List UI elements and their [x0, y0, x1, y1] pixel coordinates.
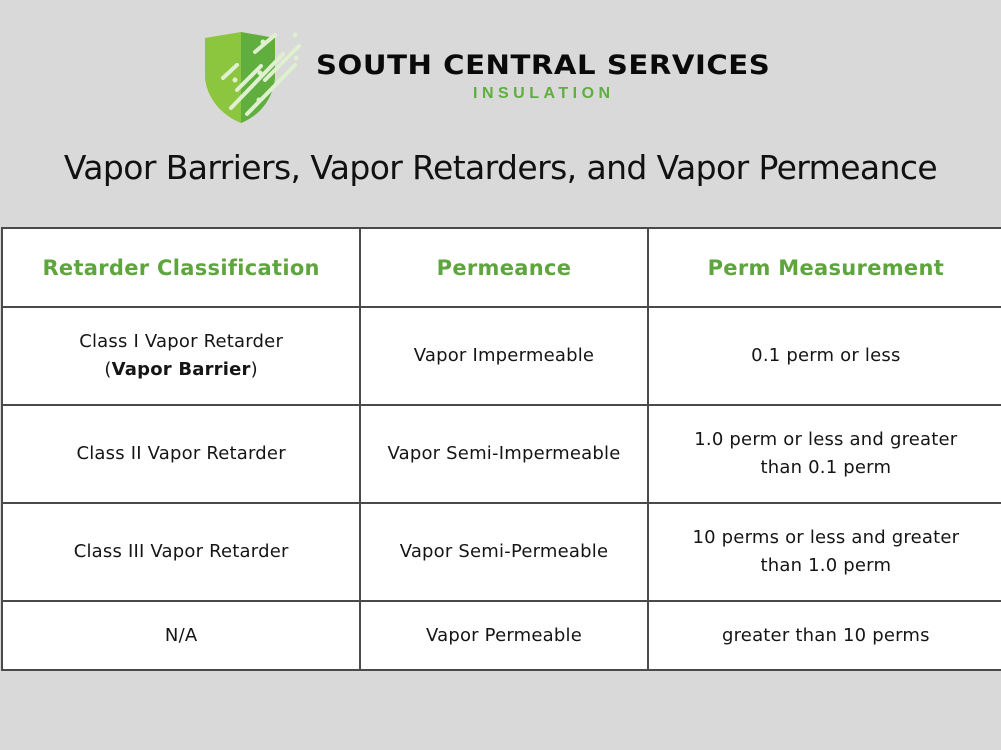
cell-measurement: 0.1 perm or less	[648, 307, 1001, 405]
header-classification: Retarder Classification	[2, 228, 360, 307]
vapor-retarder-table	[1, 227, 1001, 671]
table-row	[2, 601, 1001, 670]
cell-permeance: Vapor Permeable	[360, 601, 647, 670]
cell-permeance: Vapor Impermeable	[360, 307, 647, 405]
cell-classification: Class II Vapor Retarder	[2, 405, 360, 503]
page-title: Vapor Barriers, Vapor Retarders, and Vapor Permeance	[63, 148, 938, 187]
cell-measurement: 10 perms or less and greater than 1.0 perm	[648, 503, 1001, 601]
cell-measurement: greater than 10 perms	[648, 601, 1001, 670]
table-row	[2, 405, 1001, 503]
cell-permeance: Vapor Semi-Permeable	[360, 503, 647, 601]
table-header-row	[2, 228, 1001, 307]
shield-icon	[203, 30, 303, 125]
cell-classification: N/A	[2, 601, 360, 670]
header-perm-measurement: Perm Measurement	[648, 228, 1001, 307]
company-name: SOUTH CENTRAL SERVICES	[316, 50, 771, 81]
company-logo	[203, 30, 803, 125]
table-row	[2, 307, 1001, 405]
cell-classification: Class I Vapor Retarder (Vapor Barrier)	[2, 307, 360, 405]
cell-measurement: 1.0 perm or less and greater than 0.1 perm	[648, 405, 1001, 503]
header-permeance: Permeance	[360, 228, 647, 307]
cell-classification: Class III Vapor Retarder	[2, 503, 360, 601]
classification-note: Vapor Barrier	[111, 359, 251, 380]
company-subtitle: INSULATION	[473, 85, 615, 102]
table-row	[2, 503, 1001, 601]
cell-permeance: Vapor Semi-Impermeable	[360, 405, 647, 503]
